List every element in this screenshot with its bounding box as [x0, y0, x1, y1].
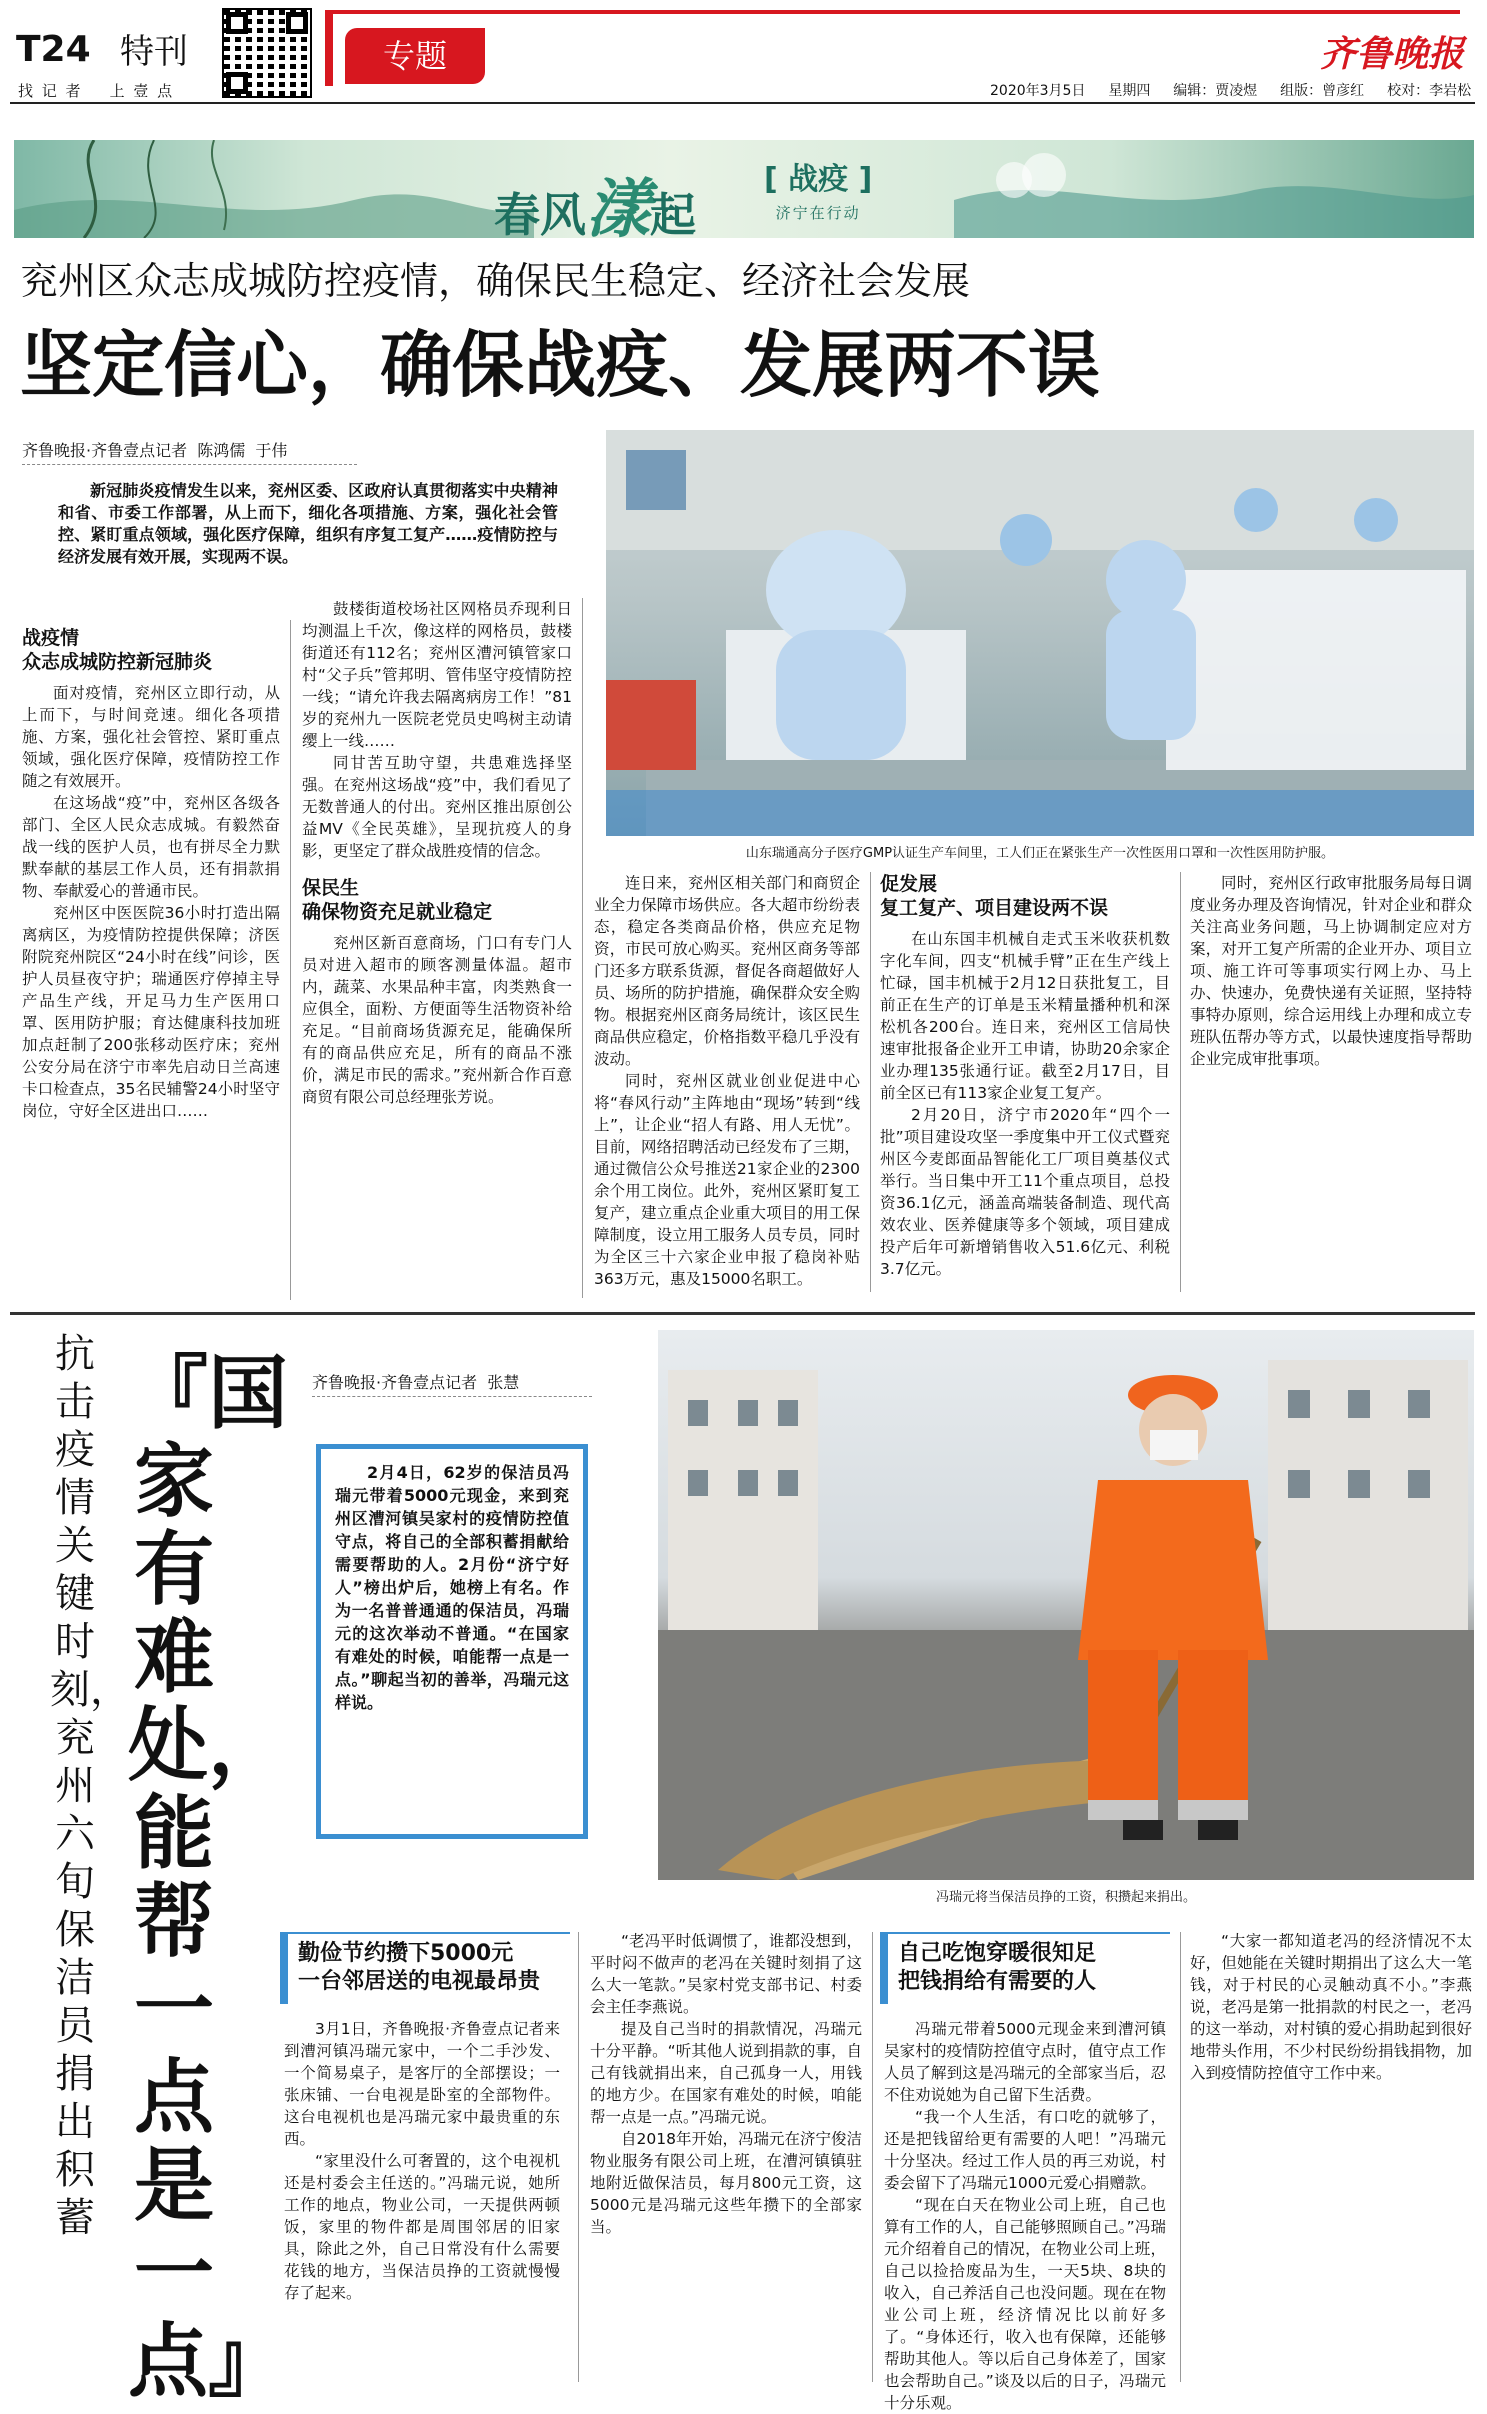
subhead-box-2	[880, 1932, 1170, 2004]
article1-lead	[58, 480, 558, 568]
paragraph: “老冯平时低调惯了，谁都没想到，平时闷不做声的老冯在关键时刻捐了这么大一笔款。”吴家村党支部书记、村委会主任李燕说。	[590, 1932, 862, 2016]
article2-col4	[1190, 1930, 1472, 2084]
banner-title	[494, 158, 696, 238]
paragraph: 同时，兖州区行政审批服务局每日调度业务办理及咨询情况，针对企业和群众关注高业务问题，马上协调制定应对方案，对开工复产所需的企业开办、项目立项、施工许可等事项实行网上办、马上办、快速办，免费快递有关证照，坚持特事特办原则，综合运用线上办理和成立专班队伍帮办等方式，以最快速度指导帮助企业完成审批事项。	[1190, 874, 1472, 1068]
header-red-corner	[325, 10, 333, 86]
qr-code	[222, 8, 312, 98]
subhead-box-1	[280, 1932, 570, 2004]
column-rule	[1180, 1932, 1181, 2382]
box2-title-line1: 自己吃饱穿暖很知足	[898, 1941, 1097, 1966]
paragraph: 在山东国丰机械自走式玉米收获机数字化车间，四支“机械手臂”正在生产线上忙碌，国丰机械于2月12日获批复工，目前正在生产的订单是玉米精量播种机和深松机各200台。连日来，兖州区工信局快速审批报备企业开工申请，协助20余家企业办理135张通行证。截至2月17日，目前全区已有113家企业复工复产。	[880, 930, 1170, 1102]
header-info	[990, 80, 1471, 100]
article1-kicker: 兖州区众志成城防控疫情，确保民生稳定、经济社会发展	[20, 259, 971, 303]
proofreader: 校对：李岩松	[1387, 83, 1472, 99]
header-red-top	[325, 10, 1460, 14]
paragraph: 在这场战“疫”中，兖州区各级各部门、全区人民众志成城。有毅然奋战一线的医护人员，也有拼尽全力默默奉献的基层工作人员，还有捐款捐物、奉献爱心的普通市民。	[22, 794, 280, 900]
article1-col4	[880, 872, 1170, 1280]
banner-sub2: 济宁在行动	[775, 204, 861, 222]
article2-headline: 『国家有难处，能帮一点是一点』	[128, 1347, 288, 2408]
paragraph: 自2018年开始，冯瑞元在济宁俊洁物业服务有限公司上班，在漕河镇镇驻地附近做保洁员，每月800元工资，这5000元是冯瑞元这些年攒下的全部家当。	[590, 2130, 862, 2236]
byline-rule	[312, 1396, 592, 1397]
factory-photo	[606, 430, 1474, 836]
paragraph: 冯瑞元带着5000元现金来到漕河镇吴家村的疫情防控值守点时，值守点工作人员了解到这是冯瑞元的全部家当后，忍不住劝说她为自己留下生活费。	[884, 2020, 1166, 2104]
article2-kicker: 抗击疫情关键时刻，兖州六旬保洁员捐出积蓄	[50, 1331, 130, 2241]
paragraph: 2月20日，济宁市2020年“四个一批”项目建设攻坚一季度集中开工仪式暨兖州区今麦郎面品智能化工厂项目奠基仪式举行。当日集中开工11个重点项目，总投资36.1亿元，涵盖高端装备制造、现代高效农业、医养健康等多个领域，项目建成投产后年可新增销售收入51.6亿元、利税3.7亿元。	[880, 1106, 1170, 1278]
sec3-subtitle: 复工复产、项目建设两不误	[880, 897, 1109, 919]
column-rule	[290, 620, 291, 1300]
paragraph: 兖州区新百意商场，门口有专门人员对进入超市的顾客测量体温。超市内，蔬菜、水果品种丰富，肉类熟食一应俱全，面粉、方便面等生活物资补给充足。“目前商场货源充足，能确保所有的商品供应充足，所有的商品不涨价，满足市民的需求。”兖州新合作百意商贸有限公司总经理张芳说。	[302, 934, 572, 1106]
article2-col3	[884, 2018, 1166, 2414]
article1-col5	[1190, 872, 1472, 1070]
banner-sub1: 战疫	[788, 162, 849, 197]
article2-byline: 齐鲁晚报·齐鲁壹点记者 张慧	[312, 1373, 520, 1392]
paragraph: “家里没什么可奢置的，这个电视机还是村委会主任送的。”冯瑞元说，她所工作的地点，物业公司，一天提供两顿饭，家里的物件都是周围邻居的旧家具，除此之外，自己日常没有什么需要花钱的地方，当保洁员挣的工资就慢慢存了起来。	[284, 2152, 560, 2302]
section-tag: 专题	[345, 28, 485, 84]
article2-col2	[590, 1930, 862, 2238]
issue-weekday: 星期四	[1108, 83, 1151, 99]
layout-editor: 组版：曾彦红	[1280, 83, 1365, 99]
lead-text: 2月4日，62岁的保洁员冯瑞元带着5000元现金，来到兖州区漕河镇吴家村的疫情防控值守点，将自己的全部积蓄捐献给需要帮助的人。2月份“济宁好人”榜出炉后，她榜上有名。作为一名普普通通的保洁员，冯瑞元的这次举动不普通。“在国家有难处的时候，咱能帮一点是一点。”聊起当初的善举，冯瑞元这样说。	[335, 1463, 569, 1712]
article2-col1	[284, 2018, 560, 2304]
column-rule	[872, 1932, 873, 2382]
cleaner-photo	[658, 1330, 1474, 1880]
sec1-subtitle: 众志成城防控新冠肺炎	[22, 651, 213, 673]
column-rule	[1180, 872, 1181, 1292]
paragraph: 面对疫情，兖州区立即行动，从上而下，与时间竞速。细化各项措施、方案，强化社会管控、紧盯重点领域，强化医疗保障，疫情防控工作随之有效展开。	[22, 684, 280, 790]
editor: 编辑：贾凌煜	[1173, 83, 1258, 99]
paragraph: “现在白天在物业公司上班，自己也算有工作的人，自己能够照顾自己。”冯瑞元介绍着自己的情况，在物业公司上班，自己以捡拾废品为生，一天5块、8块的收入，自己养活自己也没问题。现在在物业公司上班，经济情况比以前好多了。“身体还行，收入也有保障，还能够帮助其他人。等以后自己身体差了，国家也会帮助自己。”谈及以后的日子，冯瑞元十分乐观。	[884, 2196, 1166, 2412]
issue-date: 2020年3月5日	[990, 83, 1086, 99]
header-slogan: 找 记 者 上 壹 点	[18, 82, 175, 100]
cleaner-photo-caption: 冯瑞元将当保洁员挣的工资，积攒起来捐出。	[935, 1890, 1196, 1905]
box1-title-line1: 勤俭节约攒下5000元	[298, 1941, 514, 1966]
article-divider	[10, 1312, 1475, 1315]
banner-title-a: 春风	[494, 188, 586, 238]
factory-photo-caption: 山东瑞通高分子医疗GMP认证生产车间里，工人们正在紧张生产一次性医用口罩和一次性医用防护服。	[745, 846, 1335, 861]
banner-title-b: 漾	[586, 172, 650, 238]
box2-title-line2: 把钱捐给有需要的人	[898, 1969, 1097, 1994]
sec2-title: 保民生	[302, 877, 360, 899]
header-rule	[10, 102, 1475, 104]
sec3-title: 促发展	[880, 873, 938, 895]
article1-col2	[302, 598, 572, 1108]
box1-title-line2: 一台邻居送的电视最昂贵	[298, 1969, 541, 1994]
paragraph: 鼓楼街道校场社区网格员乔现利日均测温上千次，像这样的网格员，鼓楼街道还有112名；兖州区漕河镇管家口村“父子兵”管邦明、管伟坚守疫情防控一线；“请允许我去隔离病房工作！”81岁的兖州九一医院老党员史鸣树主动请缨上一线……	[302, 600, 572, 750]
banner-title-c: 起	[650, 188, 696, 238]
lead-text: 新冠肺炎疫情发生以来，兖州区委、区政府认真贯彻落实中央精神和省、市委工作部署，从上而下，细化各项措施、方案，强化社会管控、紧盯重点领域，强化医疗保障，组织有序复工复产……疫情防控与经济发展有效开展，实现两不误。	[58, 481, 558, 566]
page-number: T24	[16, 29, 91, 70]
banner-sub: [ 战疫 ] 济宁在行动	[764, 162, 873, 222]
section-name: 特刊	[120, 32, 188, 72]
paragraph: “大家一都知道老冯的经济情况不太好，但她能在关键时期捐出了这么大一笔钱，对于村民的心灵触动真不小。”李燕说，老冯是第一批捐款的村民之一，老冯的这一举动，对村镇的爱心捐助起到很好地带头作用，不少村民纷纷捐钱捐物，加入到疫情防控值守工作中来。	[1190, 1932, 1472, 2082]
paragraph: “我一个人生活，有口吃的就够了，还是把钱留给更有需要的人吧！”冯瑞元十分坚决。经过工作人员的再三劝说，村委会留下了冯瑞元1000元爱心捐赠款。	[884, 2108, 1166, 2192]
column-rule	[582, 598, 583, 1298]
sec2-subtitle: 确保物资充足就业稳定	[302, 901, 493, 923]
article1-col3	[594, 872, 860, 1290]
column-rule	[578, 1932, 579, 2382]
paper-logo: 齐鲁晚报	[1320, 33, 1465, 75]
article1-headline: 坚定信心，确保战疫、发展两不误	[20, 323, 1101, 407]
column-rule	[870, 872, 871, 1292]
paragraph: 提及自己当时的捐款情况，冯瑞元十分平静。“听其他人说到捐款的事，自己有钱就捐出来，自己孤身一人，用钱的地方少。在国家有难处的时候，咱能帮一点是一点。”冯瑞元说。	[590, 2020, 862, 2126]
paragraph: 3月1日，齐鲁晚报·齐鲁壹点记者来到漕河镇冯瑞元家中，一个二手沙发、一个简易桌子，是客厅的全部摆设；一张床铺、一台电视是卧室的全部物件。这台电视机也是冯瑞元家中最贵重的东西。	[284, 2020, 560, 2148]
paragraph: 连日来，兖州区相关部门和商贸企业全力保障市场供应。各大超市纷纷表态，稳定各类商品价格，供应充足物资，市民可放心购买。兖州区商务等部门还多方联系货源，督促各商超做好人员、场所的防护措施，确保群众安全购物。根据兖州区商务局统计，该区民生商品供应稳定，价格指数平稳几乎没有波动。	[594, 874, 860, 1068]
article1-col1	[22, 620, 280, 1122]
paragraph: 同甘苦互助守望，共患难选择坚强。在兖州这场战“疫”中，我们看见了无数普通人的付出。兖州区推出原创公益MV《全民英雄》，呈现抗疫人的身影，更坚定了群众战胜疫情的信念。	[302, 754, 572, 860]
sec1-title: 战疫情	[22, 627, 80, 649]
article2-lead-box	[316, 1444, 588, 1839]
byline-rule	[22, 464, 357, 465]
article1-byline: 齐鲁晚报·齐鲁壹点记者 陈鸿儒 于伟	[22, 441, 288, 460]
paragraph: 兖州区中医医院36小时打造出隔离病区，为疫情防控提供保障；济医附院兖州院区“24小时在线”问诊，医护人员昼夜守护；瑞通医疗停掉主导产品生产线，开足马力生产医用口罩、医用防护服；育达健康科技加班加点赶制了200张移动医疗床；兖州公安分局在济宁市率先启动日兰高速卡口检查点，35名民辅警24小时坚守岗位，守好全区进出口……	[22, 904, 280, 1120]
paragraph: 同时，兖州区就业创业促进中心将“春风行动”主阵地由“现场”转到“线上”，让企业“招人有路、用人无忧”。目前，网络招聘活动已经发布了三期，通过微信公众号推送21家企业的2300余个用工岗位。此外，兖州区紧盯复工复产，建立重点企业重大项目的用工保障制度，设立用工服务人员专员，同时为全区三十六家企业申报了稳岗补贴363万元，惠及15000名职工。	[594, 1072, 860, 1288]
series-banner	[14, 140, 1474, 238]
